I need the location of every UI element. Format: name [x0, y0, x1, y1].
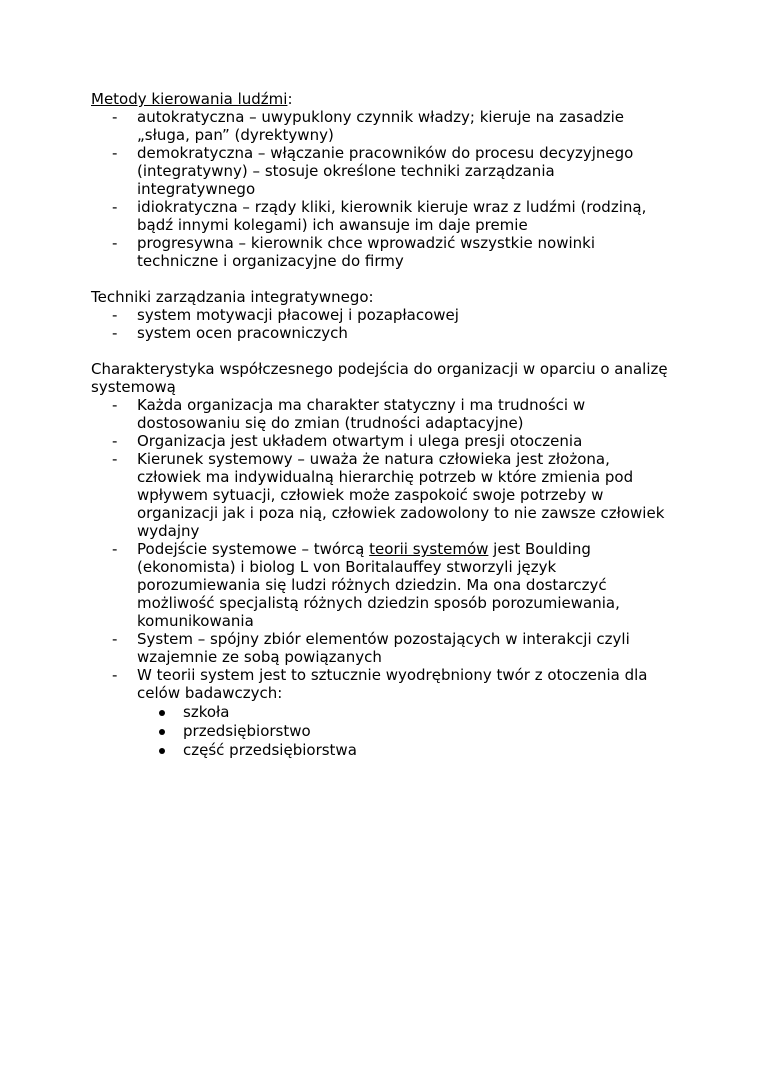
bullet-dot-icon	[159, 710, 165, 716]
section-management-methods	[91, 90, 671, 270]
dash-marker: -	[112, 306, 118, 324]
list-item	[91, 450, 671, 540]
dash-marker: -	[112, 432, 118, 450]
bullet-item-text: szkoła	[183, 703, 230, 721]
systems-theory-link[interactable]: teorii systemów	[369, 540, 489, 558]
list-item	[91, 324, 671, 342]
bullet-item-text: przedsiębiorstwo	[183, 722, 311, 740]
dash-marker: -	[112, 108, 118, 126]
section-heading: Charakterystyka współczesnego podejścia do organizacji w oparciu o analizę systemową	[91, 360, 668, 396]
list-item	[91, 108, 671, 144]
list-item-text: W teorii system jest to sztucznie wyodrębniony twór z otoczenia dla celów badawczych:	[137, 666, 648, 702]
dash-list	[91, 306, 671, 342]
bullet-item-text: część przedsiębiorstwa	[183, 741, 357, 759]
list-item-text-after-link: jest Boulding (ekonomista) i biolog L von Boritalauffey stworzyli język porozumiewania się ludzi różnych dziedzin. Ma ona dostarczyć możliwość specjalistą różnych dziedzin sposób porozumiewania, komunikowania	[137, 540, 620, 630]
list-item	[91, 234, 671, 270]
list-item-text: demokratyczna – włączanie pracowników do procesu decyzyjnego (integratywny) – stosuje określone techniki zarządzania integratywnego	[137, 144, 634, 198]
list-item-text-before-link: Podejście systemowe – twórcą	[137, 540, 370, 558]
heading-colon: :	[287, 90, 293, 108]
bullet-list	[91, 703, 671, 760]
section-systems-approach	[91, 360, 671, 760]
list-item-text: Organizacja jest układem otwartym i ulega presji otoczenia	[137, 432, 583, 450]
list-item-text: system motywacji płacowej i pozapłacowej	[137, 306, 459, 324]
heading-underlined-text: Metody kierowania ludźmi	[91, 90, 288, 108]
list-item	[91, 666, 671, 702]
list-item	[91, 144, 671, 198]
list-item-text: system ocen pracowniczych	[137, 324, 348, 342]
section-integrative-techniques	[91, 288, 671, 342]
bullet-item	[91, 741, 671, 760]
list-item	[91, 198, 671, 234]
section-heading: Techniki zarządzania integratywnego:	[91, 288, 374, 306]
bullet-dot-icon	[159, 729, 165, 735]
list-item	[91, 396, 671, 432]
list-item-text: Każda organizacja ma charakter statyczny i ma trudności w dostosowaniu się do zmian (trudności adaptacyjne)	[137, 396, 586, 432]
bullet-dot-icon	[159, 748, 165, 754]
dash-marker: -	[112, 666, 118, 684]
list-item	[91, 432, 671, 450]
dash-marker: -	[112, 450, 118, 468]
dash-marker: -	[112, 396, 118, 414]
bullet-item	[91, 703, 671, 722]
dash-marker: -	[112, 540, 118, 558]
list-item-text: Kierunek systemowy – uważa że natura człowieka jest złożona, człowiek ma indywidualną hierarchię potrzeb w które zmienia pod wpływem sytuacji, człowiek może zaspokoić swoje potrzeby w organizacji jak i poza nią, człowiek zadowolony to nie zawsze człowiek wydajny	[137, 450, 665, 540]
list-item	[91, 306, 671, 324]
list-item-text: autokratyczna – uwypuklony czynnik władzy; kieruje na zasadzie „sługa, pan” (dyrektywny)	[137, 108, 624, 144]
dash-list	[91, 108, 671, 270]
list-item-text: progresywna – kierownik chce wprowadzić wszystkie nowinki techniczne i organizacyjne do firmy	[137, 234, 596, 270]
dash-marker: -	[112, 198, 118, 216]
bullet-item	[91, 722, 671, 741]
list-item	[91, 630, 671, 666]
dash-marker: -	[112, 630, 118, 648]
dash-marker: -	[112, 234, 118, 252]
list-item-text: idiokratyczna – rządy kliki, kierownik kieruje wraz z ludźmi (rodziną, bądź innymi kolegami) ich awansuje im daje premie	[137, 198, 647, 234]
dash-list	[91, 396, 671, 702]
document-page	[91, 90, 671, 760]
dash-marker: -	[112, 324, 118, 342]
section-heading	[91, 90, 671, 108]
list-item-text: System – spójny zbiór elementów pozostających w interakcji czyli wzajemnie ze sobą powiązanych	[137, 630, 630, 666]
list-item	[91, 540, 671, 630]
dash-marker: -	[112, 144, 118, 162]
